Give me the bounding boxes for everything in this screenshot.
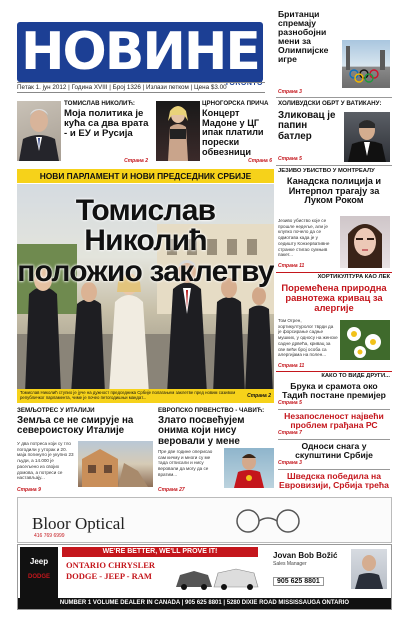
montreal-page: Страна 11 [278,263,305,269]
montreal-kicker: ЈЕЗИВО УБИСТВО У МОНТРЕАЛУ [278,168,375,174]
flowers-photo [340,320,390,360]
teaser-page: Страна 6 [248,158,272,164]
lead-caption-box [17,389,274,403]
glasses-icon [188,499,388,541]
horticulture-body: Том Огрен, хортикултуролог тврди да је форсирање садње мушких, у односу на женске садне дрвећа, кривац за све већи број особа са алергијама на полен... [278,318,338,358]
lead-photo [17,184,274,394]
masthead-city: TORONTO [224,80,263,87]
olympic-rings-photo [342,40,390,88]
dealer-line2: DODGE - JEEP - RAM [66,571,152,581]
top-right-headline: Британци спремају разнобојни мени за Олимпијске игре [278,9,329,65]
horticulture-page: Страна 11 [278,363,305,369]
lead-headline-line1: Томислав Николић [75,194,216,257]
agent-title: Sales Manager [273,561,307,567]
lead-headline [17,196,274,288]
montreal-body: Језиво убиство које се прошле недеље, али је клупко почело да се одмотава када је у седишту Конзервативне странке стигао сумњив пакет... [278,218,330,258]
divider [278,439,390,440]
divider [276,165,392,166]
ad-bottom-bar: NUMBER 1 VOLUME DEALER IN CANADA | 905 625 8801 | 5280 DIXIE ROAD MISSISSAUGA ONTARIO [18,598,391,609]
bloor-optical-phone: 416 769 6999 [34,533,65,539]
vatican-headline: Зликовац је папин батлер [278,110,336,142]
vatican-kicker: ХОЛИВУДСКИ ОБРТ У ВАТИКАНУ: [278,100,382,107]
luka-rocco-photo [340,216,390,268]
dealer-line1: ONTARIO CHRYSLER [66,560,156,570]
chrysler-ad[interactable] [17,544,392,610]
madonna-photo [156,101,200,161]
teaser-nikolic[interactable] [64,100,154,166]
teaser-kicker: ЦРНОГОРСКА ПРИЧА [202,100,269,107]
euro-page: Страна 27 [158,487,185,493]
teaser-kicker: ТОМИСЛАВ НИКОЛИЋ: [64,100,135,107]
list-item[interactable] [278,382,390,406]
italy-body: У два потреса који су тлo погодили у уторак и 20. маја погинуло је укупно 23 људи, а 14.000 је расељено из својих домова, а потреси се настављају... [17,441,74,481]
bloor-optical-ad[interactable] [17,497,392,543]
horticulture-kicker: ХОРТИКУЛТУРА КАО ЛЕК [317,274,390,280]
right-list-kicker: КАКО ТО ВИДЕ ДРУГИ... [321,373,390,379]
list-item-headline: Незапосленост највећи проблем грађана РС [284,411,384,431]
lead-caption: Томислав Николић ступио је јуче на дужност председника Србије полагањем заклетве пред новим сазивом републичког парламента, чиме је почео петогодишњи мандат... [20,390,236,401]
divider [278,409,390,410]
swimmer-photo [224,448,274,488]
divider [278,469,390,470]
agent-name: Jovan Bob Božić [273,551,338,560]
top-right-page: Страна 3 [278,89,302,95]
teaser-page: Страна 2 [124,158,148,164]
agent-portrait [351,549,387,589]
divider [276,371,392,372]
list-item[interactable] [278,442,390,466]
lead-banner: НОВИ ПАРЛАМЕНТ И НОВИ ПРЕДСЕДНИК СРБИЈЕ [17,169,274,183]
vatican-page: Страна 5 [278,156,302,162]
horticulture-headline: Поремећена природна равнотежа кривац за алергије [281,282,387,313]
list-item-page: Страна 7 [278,430,302,437]
list-item-page: Страна 3 [278,460,302,467]
dodge-label: DODGE [27,574,50,580]
masthead-logo: НОВИНЕ [17,22,263,82]
list-item-page: Страна 5 [278,400,302,407]
masthead-dateline: Петак 1. јун 2012 | Година XVIII | Број 1326 | Излази петком | Цена $3.00 [17,82,265,93]
divider [276,97,392,98]
divider [276,272,392,273]
list-item-headline: Брука и срамота око Тадић постане премијер [282,381,386,401]
right-list [278,373,390,495]
teaser-madonna[interactable] [202,100,274,166]
list-item[interactable] [278,412,390,436]
butler-photo [344,112,390,162]
cars-graphic [174,561,260,591]
euro-kicker: ЕВРОПСКО ПРВЕНСТВО - ЧАВИЋ: [158,407,265,414]
earthquake-photo [78,441,153,487]
teaser-headline: Моја политика је кућа са два врата - и ЕУ и Русија [64,108,149,140]
agent-phone: 905 625 8801 [273,577,324,586]
nikolic-portrait [17,101,61,161]
italy-headline: Земља се не смирује на северoистоку Италије [17,415,134,437]
euro-headline: Злато посвећујем онима који нису веровали у мене [158,415,245,447]
montreal-headline: Канадска полиција и Интерпол трагају за Луком Роком [286,176,382,206]
top-right-story[interactable] [278,10,390,96]
euro-body: Пре две године оперисао сам кичму и многи су ме тада отписали и нису веровали да могу да се вратим... [158,449,213,477]
teaser-headline: Концерт Мадоне у ЦГ ипак платили порески обвезници [202,108,264,157]
list-item-headline: Односи снага у скупштини Србије [295,441,373,461]
olympic-rings-graphic [342,40,390,88]
jeep-label: Jeep [29,557,49,566]
lead-headline-line2: положио заклетву [17,255,274,288]
bloor-optical-name: Bloor Optical [32,514,126,533]
italy-page: Страна 9 [17,487,41,493]
ad-promise: WE'RE BETTER, WE'LL PROVE IT! [62,547,258,557]
list-item-headline: Шведска победила на Евровизији, Србија трећа [279,471,389,491]
lead-page: Страна 2 [247,393,271,399]
italy-kicker: ЗЕМЉОТРЕС У ИТАЛИЈИ [17,407,95,414]
list-item[interactable] [278,472,390,490]
